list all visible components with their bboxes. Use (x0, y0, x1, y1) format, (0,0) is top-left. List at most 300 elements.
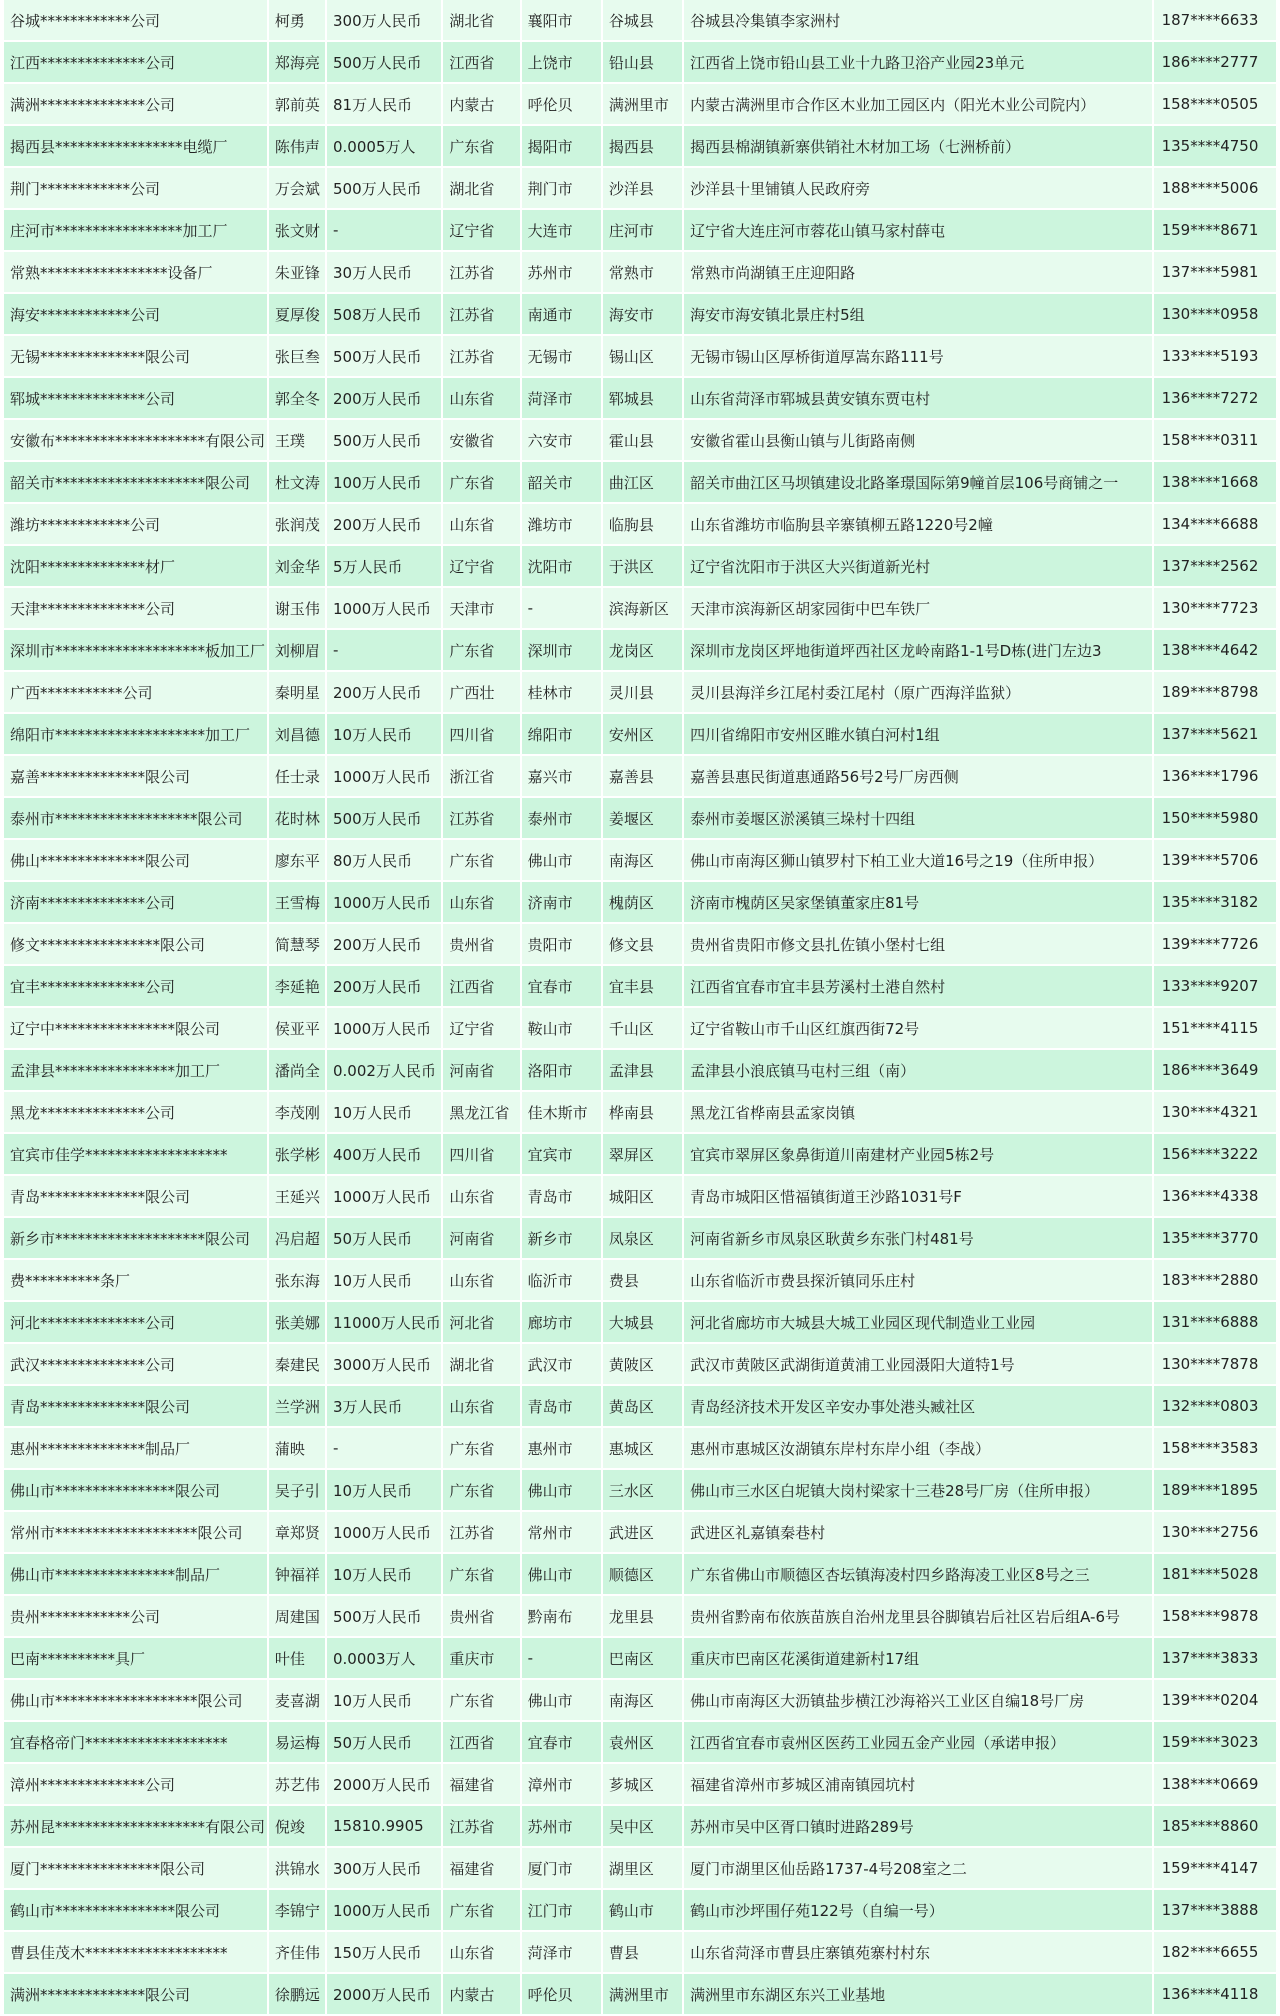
legal-rep-cell: 侯亚平 (269, 1008, 325, 1050)
province-cell: 辽宁省 (443, 210, 519, 252)
legal-rep-cell: 王延兴 (269, 1176, 325, 1218)
district-cell: 惠城区 (603, 1428, 682, 1470)
legal-rep-cell: 郭全冬 (269, 378, 325, 420)
legal-rep-cell: 张东海 (269, 1260, 325, 1302)
district-cell: 郓城县 (603, 378, 682, 420)
phone-cell: 137****5981 (1154, 252, 1276, 294)
company-name-cell: 苏州昆********************有限公司 (4, 1806, 267, 1848)
table-row (4, 1680, 1276, 1722)
phone-cell: 156****3222 (1154, 1134, 1276, 1176)
phone-cell: 139****5706 (1154, 840, 1276, 882)
company-name-cell: 满洲**************公司 (4, 84, 267, 126)
city-cell: 佛山市 (522, 1680, 601, 1722)
company-name-cell: 嘉善**************限公司 (4, 756, 267, 798)
district-cell: 姜堰区 (603, 798, 682, 840)
province-cell: 辽宁省 (443, 1008, 519, 1050)
address-cell: 江西省宜春市袁州区医药工业园五金产业园（承诺申报） (684, 1722, 1151, 1764)
table-row (4, 546, 1276, 588)
legal-rep-cell: 易运梅 (269, 1722, 325, 1764)
phone-cell: 183****2880 (1154, 1260, 1276, 1302)
district-cell: 霍山县 (603, 420, 682, 462)
legal-rep-cell: 周建国 (269, 1596, 325, 1638)
phone-cell: 138****1668 (1154, 462, 1276, 504)
district-cell: 满洲里市 (603, 1974, 682, 2016)
district-cell: 锡山区 (603, 336, 682, 378)
capital-cell: 5万人民币 (327, 546, 441, 588)
capital-cell: 1000万人民币 (327, 1890, 441, 1932)
phone-cell: 151****4115 (1154, 1008, 1276, 1050)
phone-cell: 189****8798 (1154, 672, 1276, 714)
table-row (4, 966, 1276, 1008)
phone-cell: 135****3182 (1154, 882, 1276, 924)
province-cell: 山东省 (443, 1176, 519, 1218)
table-row (4, 798, 1276, 840)
legal-rep-cell: 叶佳 (269, 1638, 325, 1680)
phone-cell: 159****3023 (1154, 1722, 1276, 1764)
district-cell: 芗城区 (603, 1764, 682, 1806)
district-cell: 庄河市 (603, 210, 682, 252)
phone-cell: 137****3833 (1154, 1638, 1276, 1680)
table-row (4, 1512, 1276, 1554)
legal-rep-cell: 花时林 (269, 798, 325, 840)
address-cell: 济南市槐荫区吴家堡镇董家庄81号 (684, 882, 1151, 924)
phone-cell: 181****5028 (1154, 1554, 1276, 1596)
province-cell: 广东省 (443, 1680, 519, 1722)
capital-cell: 10万人民币 (327, 1680, 441, 1722)
district-cell: 费县 (603, 1260, 682, 1302)
address-cell: 灵川县海洋乡江尾村委江尾村（原广西海洋监狱） (684, 672, 1151, 714)
province-cell: 贵州省 (443, 1596, 519, 1638)
table-row (4, 336, 1276, 378)
district-cell: 鹤山市 (603, 1890, 682, 1932)
address-cell: 揭西县棉湖镇新寨供销社木材加工场（七洲桥前） (684, 126, 1151, 168)
company-name-cell: 天津**************公司 (4, 588, 267, 630)
legal-rep-cell: 李延艳 (269, 966, 325, 1008)
capital-cell: - (327, 210, 441, 252)
address-cell: 鹤山市沙坪围仔苑122号（自编一号） (684, 1890, 1151, 1932)
address-cell: 山东省菏泽市曹县庄寨镇苑寨村村东 (684, 1932, 1151, 1974)
phone-cell: 137****2562 (1154, 546, 1276, 588)
city-cell: 绵阳市 (522, 714, 601, 756)
legal-rep-cell: 秦建民 (269, 1344, 325, 1386)
company-name-cell: 揭西县*****************电缆厂 (4, 126, 267, 168)
table-row (4, 1764, 1276, 1806)
address-cell: 辽宁省沈阳市于洪区大兴街道新光村 (684, 546, 1151, 588)
legal-rep-cell: 朱亚锋 (269, 252, 325, 294)
company-name-cell: 郓城**************公司 (4, 378, 267, 420)
province-cell: 天津市 (443, 588, 519, 630)
city-cell: 青岛市 (522, 1386, 601, 1428)
province-cell: 江西省 (443, 42, 519, 84)
legal-rep-cell: 柯勇 (269, 0, 325, 42)
phone-cell: 133****9207 (1154, 966, 1276, 1008)
city-cell: - (522, 588, 601, 630)
city-cell: 鞍山市 (522, 1008, 601, 1050)
legal-rep-cell: 郑海亮 (269, 42, 325, 84)
capital-cell: 2000万人民币 (327, 1974, 441, 2016)
company-name-cell: 佛山**************限公司 (4, 840, 267, 882)
city-cell: 泰州市 (522, 798, 601, 840)
province-cell: 福建省 (443, 1848, 519, 1890)
legal-rep-cell: 张文财 (269, 210, 325, 252)
district-cell: 修文县 (603, 924, 682, 966)
capital-cell: 200万人民币 (327, 966, 441, 1008)
company-name-cell: 广西***********公司 (4, 672, 267, 714)
phone-cell: 138****0669 (1154, 1764, 1276, 1806)
table-row (4, 1134, 1276, 1176)
city-cell: 新乡市 (522, 1218, 601, 1260)
district-cell: 顺德区 (603, 1554, 682, 1596)
province-cell: 山东省 (443, 1386, 519, 1428)
province-cell: 广西壮 (443, 672, 519, 714)
city-cell: - (522, 1638, 601, 1680)
province-cell: 山东省 (443, 1260, 519, 1302)
province-cell: 内蒙古 (443, 84, 519, 126)
address-cell: 辽宁省鞍山市千山区红旗西街72号 (684, 1008, 1151, 1050)
address-cell: 贵州省黔南布依族苗族自治州龙里县谷脚镇岩后社区岩后组A-6号 (684, 1596, 1151, 1638)
city-cell: 呼伦贝 (522, 84, 601, 126)
phone-cell: 134****6688 (1154, 504, 1276, 546)
table-row (4, 1176, 1276, 1218)
phone-cell: 133****5193 (1154, 336, 1276, 378)
table-row (4, 0, 1276, 42)
district-cell: 宜丰县 (603, 966, 682, 1008)
table-row (4, 1806, 1276, 1848)
address-cell: 江西省上饶市铅山县工业十九路卫浴产业园23单元 (684, 42, 1151, 84)
phone-cell: 136****4338 (1154, 1176, 1276, 1218)
phone-cell: 186****2777 (1154, 42, 1276, 84)
phone-cell: 138****4642 (1154, 630, 1276, 672)
legal-rep-cell: 苏艺伟 (269, 1764, 325, 1806)
capital-cell: 0.0003万人 (327, 1638, 441, 1680)
district-cell: 海安市 (603, 294, 682, 336)
province-cell: 内蒙古 (443, 1974, 519, 2016)
capital-cell: 1000万人民币 (327, 1008, 441, 1050)
capital-cell: 10万人民币 (327, 1092, 441, 1134)
district-cell: 于洪区 (603, 546, 682, 588)
address-cell: 韶关市曲江区马坝镇建设北路峯璟国际第9幢首层106号商铺之一 (684, 462, 1151, 504)
capital-cell: 400万人民币 (327, 1134, 441, 1176)
table-row (4, 1428, 1276, 1470)
phone-cell: 137****5621 (1154, 714, 1276, 756)
province-cell: 四川省 (443, 714, 519, 756)
district-cell: 巴南区 (603, 1638, 682, 1680)
capital-cell: 500万人民币 (327, 336, 441, 378)
company-name-cell: 费**********条厂 (4, 1260, 267, 1302)
province-cell: 浙江省 (443, 756, 519, 798)
legal-rep-cell: 简慧琴 (269, 924, 325, 966)
table-row (4, 126, 1276, 168)
city-cell: 无锡市 (522, 336, 601, 378)
table-row (4, 756, 1276, 798)
address-cell: 安徽省霍山县衡山镇与儿街路南侧 (684, 420, 1151, 462)
legal-rep-cell: 万会斌 (269, 168, 325, 210)
district-cell: 千山区 (603, 1008, 682, 1050)
city-cell: 漳州市 (522, 1764, 601, 1806)
company-name-cell: 漳州**************公司 (4, 1764, 267, 1806)
district-cell: 常熟市 (603, 252, 682, 294)
phone-cell: 130****7723 (1154, 588, 1276, 630)
district-cell: 吴中区 (603, 1806, 682, 1848)
district-cell: 湖里区 (603, 1848, 682, 1890)
city-cell: 苏州市 (522, 1806, 601, 1848)
district-cell: 滨海新区 (603, 588, 682, 630)
phone-cell: 132****0803 (1154, 1386, 1276, 1428)
district-cell: 铅山县 (603, 42, 682, 84)
province-cell: 山东省 (443, 882, 519, 924)
capital-cell: 1000万人民币 (327, 756, 441, 798)
district-cell: 黄陂区 (603, 1344, 682, 1386)
capital-cell: 10万人民币 (327, 714, 441, 756)
address-cell: 常熟市尚湖镇王庄迎阳路 (684, 252, 1151, 294)
capital-cell: 0.0005万人 (327, 126, 441, 168)
city-cell: 上饶市 (522, 42, 601, 84)
phone-cell: 182****6655 (1154, 1932, 1276, 1974)
legal-rep-cell: 张巨叁 (269, 336, 325, 378)
address-cell: 河北省廊坊市大城县大城工业园区现代制造业工业园 (684, 1302, 1151, 1344)
province-cell: 广东省 (443, 1890, 519, 1932)
district-cell: 灵川县 (603, 672, 682, 714)
province-cell: 辽宁省 (443, 546, 519, 588)
phone-cell: 136****1796 (1154, 756, 1276, 798)
address-cell: 满洲里市东湖区东兴工业基地 (684, 1974, 1151, 2016)
capital-cell: 500万人民币 (327, 798, 441, 840)
table-row (4, 378, 1276, 420)
district-cell: 翠屏区 (603, 1134, 682, 1176)
capital-cell: 11000万人民币 (327, 1302, 441, 1344)
legal-rep-cell: 洪锦水 (269, 1848, 325, 1890)
capital-cell: 100万人民币 (327, 462, 441, 504)
province-cell: 安徽省 (443, 420, 519, 462)
company-name-cell: 惠州**************制品厂 (4, 1428, 267, 1470)
address-cell: 武进区礼嘉镇秦巷村 (684, 1512, 1151, 1554)
capital-cell: 200万人民币 (327, 378, 441, 420)
city-cell: 济南市 (522, 882, 601, 924)
province-cell: 河南省 (443, 1218, 519, 1260)
table-row (4, 1386, 1276, 1428)
address-cell: 宜宾市翠屏区象鼻街道川南建材产业园5栋2号 (684, 1134, 1151, 1176)
phone-cell: 158****0311 (1154, 420, 1276, 462)
company-name-cell: 新乡市********************限公司 (4, 1218, 267, 1260)
city-cell: 佛山市 (522, 840, 601, 882)
company-name-cell: 济南**************公司 (4, 882, 267, 924)
capital-cell: 10万人民币 (327, 1260, 441, 1302)
capital-cell: 1000万人民币 (327, 588, 441, 630)
legal-rep-cell: 郭前英 (269, 84, 325, 126)
city-cell: 宜春市 (522, 966, 601, 1008)
legal-rep-cell: 廖东平 (269, 840, 325, 882)
capital-cell: 200万人民币 (327, 924, 441, 966)
city-cell: 菏泽市 (522, 1932, 601, 1974)
table-row (4, 1092, 1276, 1134)
capital-cell: 0.002万人民币 (327, 1050, 441, 1092)
table-row (4, 924, 1276, 966)
legal-rep-cell: 夏厚俊 (269, 294, 325, 336)
province-cell: 山东省 (443, 378, 519, 420)
address-cell: 山东省临沂市费县探沂镇同乐庄村 (684, 1260, 1151, 1302)
legal-rep-cell: 刘金华 (269, 546, 325, 588)
address-cell: 天津市滨海新区胡家园街中巴车铁厂 (684, 588, 1151, 630)
address-cell: 山东省菏泽市郓城县黄安镇东贾屯村 (684, 378, 1151, 420)
province-cell: 河北省 (443, 1302, 519, 1344)
district-cell: 大城县 (603, 1302, 682, 1344)
province-cell: 湖北省 (443, 1344, 519, 1386)
company-name-cell: 潍坊************公司 (4, 504, 267, 546)
capital-cell: 1000万人民币 (327, 1176, 441, 1218)
legal-rep-cell: 李锦宁 (269, 1890, 325, 1932)
phone-cell: 159****4147 (1154, 1848, 1276, 1890)
address-cell: 江西省宜春市宜丰县芳溪村土港自然村 (684, 966, 1151, 1008)
table-row (4, 252, 1276, 294)
table-row (4, 630, 1276, 672)
company-name-cell: 绵阳市********************加工厂 (4, 714, 267, 756)
capital-cell: 10万人民币 (327, 1554, 441, 1596)
company-name-cell: 谷城************公司 (4, 0, 267, 42)
table-row (4, 210, 1276, 252)
table-row (4, 714, 1276, 756)
table-row (4, 1218, 1276, 1260)
company-name-cell: 常州市*******************限公司 (4, 1512, 267, 1554)
province-cell: 江西省 (443, 966, 519, 1008)
province-cell: 湖北省 (443, 0, 519, 42)
district-cell: 南海区 (603, 1680, 682, 1722)
address-cell: 贵州省贵阳市修文县扎佐镇小堡村七组 (684, 924, 1151, 966)
city-cell: 韶关市 (522, 462, 601, 504)
address-cell: 辽宁省大连庄河市蓉花山镇马家村薛屯 (684, 210, 1151, 252)
company-name-cell: 佛山市****************限公司 (4, 1470, 267, 1512)
company-name-cell: 深圳市********************板加工厂 (4, 630, 267, 672)
district-cell: 袁州区 (603, 1722, 682, 1764)
city-cell: 菏泽市 (522, 378, 601, 420)
province-cell: 广东省 (443, 1554, 519, 1596)
table-row (4, 1470, 1276, 1512)
legal-rep-cell: 任士录 (269, 756, 325, 798)
company-name-cell: 青岛**************限公司 (4, 1386, 267, 1428)
capital-cell: 300万人民币 (327, 0, 441, 42)
address-cell: 福建省漳州市芗城区浦南镇园坑村 (684, 1764, 1151, 1806)
phone-cell: 185****8860 (1154, 1806, 1276, 1848)
city-cell: 大连市 (522, 210, 601, 252)
phone-cell: 158****3583 (1154, 1428, 1276, 1470)
city-cell: 六安市 (522, 420, 601, 462)
district-cell: 沙洋县 (603, 168, 682, 210)
address-cell: 山东省潍坊市临朐县辛寨镇柳五路1220号2幢 (684, 504, 1151, 546)
legal-rep-cell: 麦喜湖 (269, 1680, 325, 1722)
phone-cell: 159****8671 (1154, 210, 1276, 252)
district-cell: 曲江区 (603, 462, 682, 504)
company-name-cell: 无锡**************限公司 (4, 336, 267, 378)
city-cell: 沈阳市 (522, 546, 601, 588)
table-row (4, 420, 1276, 462)
province-cell: 江苏省 (443, 1806, 519, 1848)
capital-cell: - (327, 630, 441, 672)
city-cell: 厦门市 (522, 1848, 601, 1890)
district-cell: 武进区 (603, 1512, 682, 1554)
legal-rep-cell: 齐佳伟 (269, 1932, 325, 1974)
phone-cell: 131****6888 (1154, 1302, 1276, 1344)
capital-cell: 200万人民币 (327, 672, 441, 714)
province-cell: 江西省 (443, 1722, 519, 1764)
district-cell: 孟津县 (603, 1050, 682, 1092)
phone-cell: 130****0958 (1154, 294, 1276, 336)
province-cell: 江苏省 (443, 336, 519, 378)
district-cell: 龙岗区 (603, 630, 682, 672)
district-cell: 满洲里市 (603, 84, 682, 126)
legal-rep-cell: 章郑贤 (269, 1512, 325, 1554)
table-row (4, 168, 1276, 210)
table-row (4, 42, 1276, 84)
city-cell: 佳木斯市 (522, 1092, 601, 1134)
city-cell: 惠州市 (522, 1428, 601, 1470)
city-cell: 南通市 (522, 294, 601, 336)
company-name-cell: 修文****************限公司 (4, 924, 267, 966)
address-cell: 泰州市姜堰区淤溪镇三垛村十四组 (684, 798, 1151, 840)
capital-cell: - (327, 1428, 441, 1470)
province-cell: 广东省 (443, 1470, 519, 1512)
company-name-cell: 宜丰**************公司 (4, 966, 267, 1008)
table-row (4, 1890, 1276, 1932)
table-row (4, 840, 1276, 882)
city-cell: 江门市 (522, 1890, 601, 1932)
province-cell: 江苏省 (443, 294, 519, 336)
city-cell: 黔南布 (522, 1596, 601, 1638)
address-cell: 河南省新乡市凤泉区耿黄乡东张门村481号 (684, 1218, 1151, 1260)
company-name-cell: 庄河市*****************加工厂 (4, 210, 267, 252)
district-cell: 谷城县 (603, 0, 682, 42)
city-cell: 深圳市 (522, 630, 601, 672)
province-cell: 黑龙江省 (443, 1092, 519, 1134)
capital-cell: 508万人民币 (327, 294, 441, 336)
province-cell: 四川省 (443, 1134, 519, 1176)
city-cell: 武汉市 (522, 1344, 601, 1386)
district-cell: 凤泉区 (603, 1218, 682, 1260)
phone-cell: 187****6633 (1154, 0, 1276, 42)
table-row (4, 882, 1276, 924)
capital-cell: 150万人民币 (327, 1932, 441, 1974)
legal-rep-cell: 王璞 (269, 420, 325, 462)
table-row (4, 1932, 1276, 1974)
legal-rep-cell: 张美娜 (269, 1302, 325, 1344)
table-row (4, 1974, 1276, 2016)
legal-rep-cell: 徐鹏远 (269, 1974, 325, 2016)
legal-rep-cell: 李茂刚 (269, 1092, 325, 1134)
company-name-cell: 辽宁中****************限公司 (4, 1008, 267, 1050)
city-cell: 揭阳市 (522, 126, 601, 168)
capital-cell: 50万人民币 (327, 1218, 441, 1260)
district-cell: 桦南县 (603, 1092, 682, 1134)
province-cell: 山东省 (443, 504, 519, 546)
legal-rep-cell: 刘昌德 (269, 714, 325, 756)
legal-rep-cell: 潘尚全 (269, 1050, 325, 1092)
capital-cell: 2000万人民币 (327, 1764, 441, 1806)
company-name-cell: 武汉**************公司 (4, 1344, 267, 1386)
province-cell: 广东省 (443, 630, 519, 672)
address-cell: 厦门市湖里区仙岳路1737-4号208室之二 (684, 1848, 1151, 1890)
city-cell: 临沂市 (522, 1260, 601, 1302)
province-cell: 福建省 (443, 1764, 519, 1806)
table-row (4, 588, 1276, 630)
phone-cell: 135****3770 (1154, 1218, 1276, 1260)
phone-cell: 130****4321 (1154, 1092, 1276, 1134)
capital-cell: 81万人民币 (327, 84, 441, 126)
address-cell: 广东省佛山市顺德区杏坛镇海凌村四乡路海凌工业区8号之三 (684, 1554, 1151, 1596)
table-row (4, 462, 1276, 504)
city-cell: 苏州市 (522, 252, 601, 294)
capital-cell: 80万人民币 (327, 840, 441, 882)
table-row (4, 504, 1276, 546)
province-cell: 广东省 (443, 462, 519, 504)
address-cell: 武汉市黄陂区武湖街道黄浦工业园滠阳大道特1号 (684, 1344, 1151, 1386)
